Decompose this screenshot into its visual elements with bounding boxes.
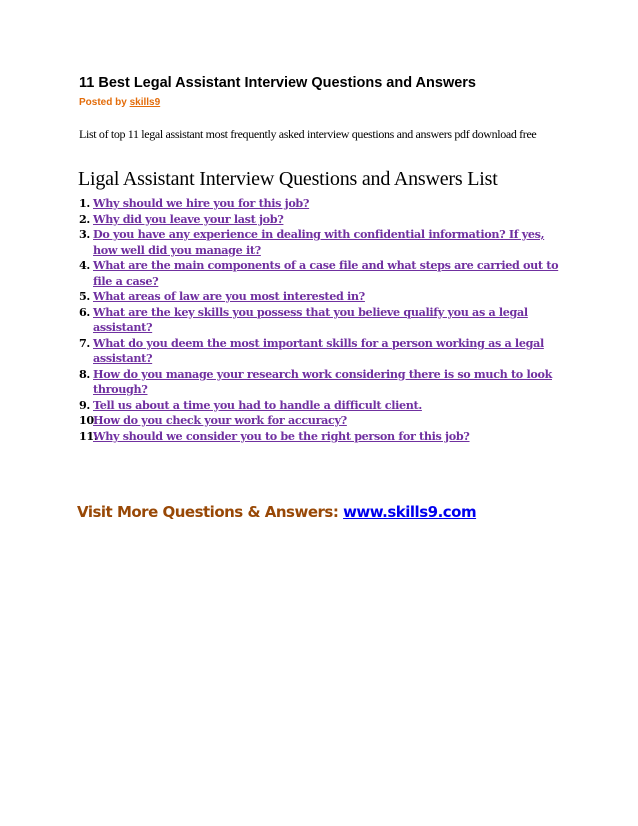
website-link[interactable]: www.skills9.com	[343, 503, 477, 521]
visit-label: Visit More Questions & Answers:	[77, 503, 344, 521]
posted-prefix: Posted by	[79, 97, 130, 108]
list-item	[79, 305, 569, 336]
list-item	[79, 212, 569, 228]
item-number: 7.	[79, 335, 90, 350]
list-item	[79, 398, 569, 414]
question-link[interactable]: Why should we consider you to be the right person for this job?	[93, 428, 470, 443]
list-item	[79, 429, 569, 445]
list-item	[79, 413, 569, 429]
question-link[interactable]: Why should we hire you for this job?	[93, 196, 310, 210]
list-item	[79, 227, 569, 258]
item-number: 11.	[79, 428, 98, 443]
list-item	[79, 258, 569, 289]
list-item	[79, 196, 569, 212]
question-link[interactable]: Why did you leave your last job?	[93, 211, 284, 226]
question-link[interactable]: What are the main components of a case file and what steps are carried out to file a case?	[93, 258, 559, 288]
question-link[interactable]: Tell us about a time you had to handle a difficult client.	[93, 397, 422, 412]
item-number: 1.	[79, 196, 90, 210]
question-link[interactable]: Do you have any experience in dealing with confidential information? If yes, how well did you manage it?	[93, 227, 545, 257]
question-list	[79, 196, 569, 444]
list-heading: Ligal Assistant Interview Questions and Answers List	[78, 168, 498, 190]
question-link[interactable]: What areas of law are you most interested in?	[93, 289, 365, 303]
item-number: 6.	[79, 304, 90, 319]
list-item	[79, 336, 569, 367]
question-link[interactable]: How do you manage your research work considering there is so much to look through?	[93, 366, 552, 396]
item-number: 2.	[79, 211, 90, 226]
item-number: 10.	[79, 413, 98, 427]
question-link[interactable]: What do you deem the most important skills for a person working as a legal assistant?	[93, 335, 544, 365]
list-item	[79, 289, 569, 305]
item-number: 5.	[79, 289, 90, 303]
document-title: 11 Best Legal Assistant Interview Questions and Answers	[79, 75, 477, 91]
visit-more	[77, 503, 476, 521]
question-link[interactable]: How do you check your work for accuracy?	[93, 413, 347, 427]
posted-by	[79, 97, 160, 108]
question-link[interactable]: What are the key skills you possess that you believe qualify you as a legal assistant?	[93, 304, 528, 334]
author-link[interactable]: skills9	[129, 97, 161, 108]
list-item	[79, 367, 569, 398]
intro-text: List of top 11 legal assistant most frequently asked interview questions and answers pdf download free	[79, 127, 537, 141]
item-number: 4.	[79, 258, 90, 272]
item-number: 3.	[79, 227, 90, 241]
item-number: 9.	[79, 397, 90, 412]
item-number: 8.	[79, 366, 90, 381]
